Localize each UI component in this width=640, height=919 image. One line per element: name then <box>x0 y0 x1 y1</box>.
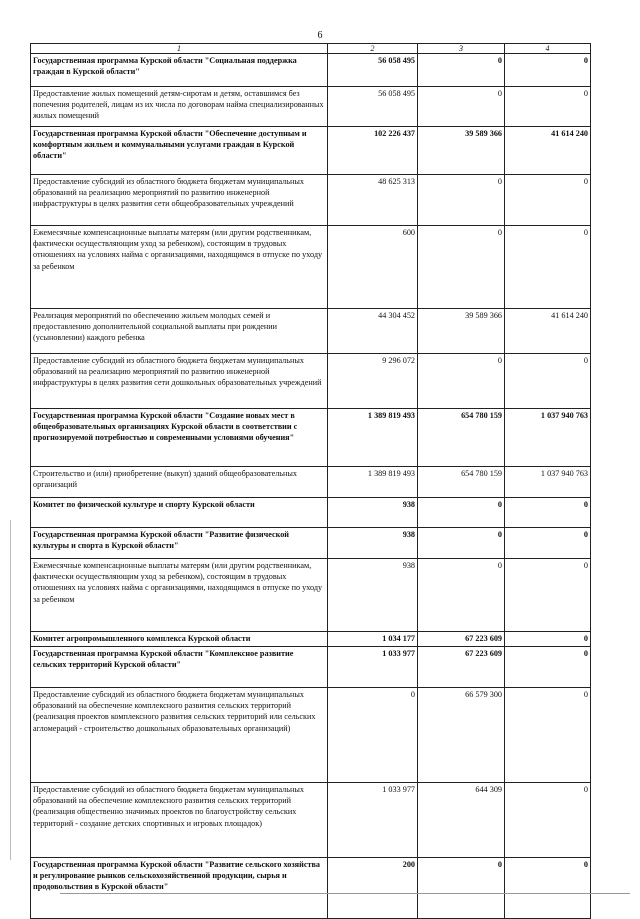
value-col-3: 66 579 300 <box>418 688 505 783</box>
row-label: Государственная программа Курской области "Обеспечение доступным и комфортным жильем и коммунальными услугами граждан в Курской области" <box>31 127 328 175</box>
table-row <box>31 632 591 647</box>
row-label: Государственная программа Курской области "Развитие сельского хозяйства и регулирование рынков сельскохозяйственной продукции, сырья и продовольствия в Курской области" <box>31 858 328 919</box>
value-col-2: 0 <box>328 688 418 783</box>
value-col-4: 0 <box>505 226 591 309</box>
value-col-2: 44 304 452 <box>328 309 418 354</box>
value-col-3: 644 309 <box>418 783 505 858</box>
value-col-4: 0 <box>505 559 591 632</box>
scan-edge-line <box>10 520 11 860</box>
value-col-4: 41 614 240 <box>505 309 591 354</box>
value-col-3: 67 223 609 <box>418 632 505 647</box>
table-row <box>31 858 591 919</box>
table-row <box>31 54 591 87</box>
row-label: Комитет агропромышленного комплекса Курской области <box>31 632 328 647</box>
row-label: Строительство и (или) приобретение (выкуп) зданий общеобразовательных организаций <box>31 467 328 498</box>
row-label: Предоставление субсидий из областного бюджета бюджетам муниципальных образований на реализацию мероприятий по развитию инженерной инфраструктуры в целях развития сети общеобразовательных учреждений <box>31 175 328 226</box>
value-col-4: 0 <box>505 498 591 528</box>
value-col-2: 1 034 177 <box>328 632 418 647</box>
value-col-2: 48 625 313 <box>328 175 418 226</box>
table-row <box>31 688 591 783</box>
table-row <box>31 309 591 354</box>
value-col-2: 102 226 437 <box>328 127 418 175</box>
table-row <box>31 409 591 467</box>
value-col-4: 0 <box>505 647 591 688</box>
value-col-2: 938 <box>328 559 418 632</box>
table-row <box>31 559 591 632</box>
row-label: Государственная программа Курской области "Развитие физической культуры и спорта в Курской области" <box>31 528 328 559</box>
value-col-4: 0 <box>505 175 591 226</box>
value-col-3: 0 <box>418 498 505 528</box>
row-label: Государственная программа Курской области "Социальная поддержка граждан в Курской области" <box>31 54 328 87</box>
table-row <box>31 127 591 175</box>
row-label: Предоставление субсидий из областного бюджета бюджетам муниципальных образований на реализацию мероприятий по развитию инженерной инфраструктуры в целях развития сети дошкольных образовательных учреждений <box>31 354 328 409</box>
value-col-3: 39 589 366 <box>418 127 505 175</box>
page-number: 6 <box>317 30 323 41</box>
value-col-3: 0 <box>418 87 505 127</box>
header-col-1: 1 <box>31 44 328 54</box>
value-col-4: 0 <box>505 87 591 127</box>
value-col-2: 56 058 495 <box>328 54 418 87</box>
value-col-3: 0 <box>418 559 505 632</box>
value-col-2: 1 389 819 493 <box>328 409 418 467</box>
value-col-2: 938 <box>328 528 418 559</box>
value-col-2: 1 033 977 <box>328 647 418 688</box>
header-col-3: 3 <box>418 44 505 54</box>
table-row <box>31 354 591 409</box>
value-col-3: 0 <box>418 54 505 87</box>
value-col-4: 0 <box>505 858 591 919</box>
value-col-4: 0 <box>505 54 591 87</box>
value-col-4: 1 037 940 763 <box>505 409 591 467</box>
row-label: Государственная программа Курской области "Комплексное развитие сельских территорий Курской области" <box>31 647 328 688</box>
scan-bottom-line <box>60 893 630 894</box>
row-label: Ежемесячные компенсационные выплаты матерям (или другим родственникам, фактически осуществляющим уход за ребенком), состоящим в трудовых отношениях на условиях найма с организациями, находящимся в отпуске по уходу за ребенком <box>31 226 328 309</box>
value-col-4: 0 <box>505 632 591 647</box>
table-row <box>31 87 591 127</box>
value-col-3: 654 780 159 <box>418 409 505 467</box>
value-col-2: 200 <box>328 858 418 919</box>
table-row <box>31 528 591 559</box>
table-row <box>31 467 591 498</box>
row-label: Комитет по физической культуре и спорту Курской области <box>31 498 328 528</box>
value-col-4: 41 614 240 <box>505 127 591 175</box>
header-col-4: 4 <box>505 44 591 54</box>
value-col-3: 0 <box>418 354 505 409</box>
value-col-4: 0 <box>505 688 591 783</box>
value-col-4: 0 <box>505 783 591 858</box>
table-row <box>31 175 591 226</box>
value-col-3: 0 <box>418 858 505 919</box>
row-label: Предоставление субсидий из областного бюджета бюджетам муниципальных образований на обеспечение комплексного развития сельских территорий (реализация общественно значимых проектов по благоустройству сельских территорий - создание детских спортивных и игровых площадок) <box>31 783 328 858</box>
value-col-3: 654 780 159 <box>418 467 505 498</box>
value-col-4: 1 037 940 763 <box>505 467 591 498</box>
budget-table <box>30 43 591 919</box>
table-row <box>31 647 591 688</box>
value-col-2: 56 058 495 <box>328 87 418 127</box>
value-col-3: 39 589 366 <box>418 309 505 354</box>
value-col-3: 0 <box>418 528 505 559</box>
row-label: Государственная программа Курской области "Создание новых мест в общеобразовательных организациях Курской области в соответствии с прогнозируемой потребностью и современными условиями обучения" <box>31 409 328 467</box>
row-label: Предоставление жилых помещений детям-сиротам и детям, оставшимся без попечения родителей, лицам из их числа по договорам найма специализированных жилых помещений <box>31 87 328 127</box>
value-col-3: 0 <box>418 175 505 226</box>
row-label: Реализация мероприятий по обеспечению жильем молодых семей и предоставлению дополнительной социальной выплаты при рождении (усыновлении) каждого ребенка <box>31 309 328 354</box>
value-col-2: 1 033 977 <box>328 783 418 858</box>
table-row <box>31 498 591 528</box>
row-label: Предоставление субсидий из областного бюджета бюджетам муниципальных образований на обеспечение комплексного развития сельских территорий (реализация проектов комплексного развития сельских территорий или сельских агломераций - строительство дошкольных образовательных организаций) <box>31 688 328 783</box>
value-col-4: 0 <box>505 528 591 559</box>
header-row <box>31 44 591 54</box>
value-col-4: 0 <box>505 354 591 409</box>
row-label: Ежемесячные компенсационные выплаты матерям (или другим родственникам, фактически осуществляющим уход за ребенком), состоящим в трудовых отношениях на условиях найма с организациями, находящимся в отпуске по уходу за ребенком <box>31 559 328 632</box>
value-col-2: 9 296 072 <box>328 354 418 409</box>
value-col-3: 67 223 609 <box>418 647 505 688</box>
value-col-2: 600 <box>328 226 418 309</box>
header-col-2: 2 <box>328 44 418 54</box>
table-row <box>31 783 591 858</box>
value-col-2: 1 389 819 493 <box>328 467 418 498</box>
value-col-2: 938 <box>328 498 418 528</box>
value-col-3: 0 <box>418 226 505 309</box>
table-row <box>31 226 591 309</box>
